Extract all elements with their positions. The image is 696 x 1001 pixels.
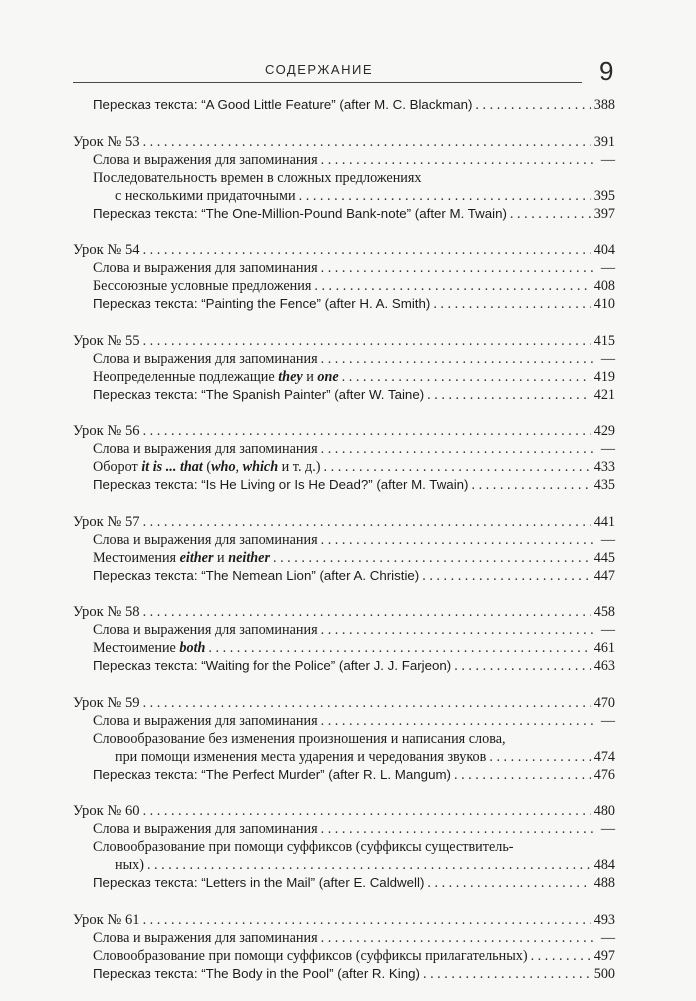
dot-leader: [273, 549, 591, 567]
toc-lesson-55: [73, 332, 615, 404]
page-number: 9: [599, 56, 614, 86]
toc-entry-page: —: [600, 622, 615, 638]
toc-entry-page: 474: [593, 748, 615, 765]
emphasis-term: both: [179, 640, 206, 656]
title-text: Местоимение: [93, 640, 180, 656]
dot-leader: [342, 368, 591, 386]
toc-entry-page: —: [600, 151, 615, 168]
toc-lesson-heading[interactable]: [73, 603, 615, 621]
toc-entry-page: 463: [593, 658, 615, 674]
toc-entry-page: 497: [593, 947, 615, 964]
toc-entry-page: —: [600, 260, 615, 276]
toc-entry-page: 447: [593, 567, 615, 584]
emphasis-term: one: [317, 368, 339, 385]
title-text: Неопределенные подлежащие: [93, 368, 279, 385]
toc-entry-title: Пересказ текста: “The Spanish Painter” (after W. Taine): [93, 386, 425, 402]
toc-entry[interactable]: [73, 856, 615, 874]
dot-leader: [433, 295, 590, 313]
dot-leader: [143, 133, 591, 151]
dot-leader: [324, 458, 591, 476]
toc-entry[interactable]: [73, 639, 615, 657]
dot-leader: [321, 712, 598, 730]
toc-entry-page: 421: [593, 386, 615, 403]
toc-entry[interactable]: [73, 874, 615, 892]
toc-entry-title: Слова и выражения для запоминания: [93, 260, 318, 276]
toc-lesson-60: [73, 802, 615, 892]
dot-leader: [314, 277, 590, 295]
toc-entry[interactable]: [73, 531, 615, 549]
toc-entry-page: 433: [593, 459, 615, 475]
dot-leader: [321, 259, 598, 277]
toc-entry[interactable]: [73, 458, 615, 476]
toc-entry-title: Пересказ текста: “The One-Million-Pound Bank-note” (after M. Twain): [93, 205, 507, 221]
toc-entry-page: 408: [593, 278, 615, 294]
title-text: ,: [235, 459, 243, 475]
toc-lesson-heading[interactable]: [73, 802, 615, 820]
emphasis-term: it is ... that: [141, 459, 203, 475]
toc-entry-title: Пересказ текста: “Is He Living or Is He Dead?” (after M. Twain): [93, 477, 469, 492]
toc-entry[interactable]: [73, 929, 615, 947]
title-text: и: [302, 368, 318, 385]
dot-leader: [143, 603, 591, 621]
toc-entry-title: Пересказ текста: “The Perfect Murder” (after R. L. Mangum): [93, 766, 451, 782]
toc-lesson-heading[interactable]: [73, 422, 615, 440]
toc-entry-title: Слова и выражения для запоминания: [93, 441, 318, 457]
toc-entry-page: 415: [593, 332, 615, 349]
emphasis-term: neither: [228, 549, 270, 566]
toc-entry[interactable]: [73, 187, 615, 205]
dot-leader: [321, 621, 598, 639]
title-text: Местоимения: [93, 549, 180, 566]
toc-entry-page: 388: [593, 97, 615, 113]
toc-lesson-heading[interactable]: [73, 241, 615, 259]
toc-entry-page: 480: [593, 803, 615, 819]
toc-entry-title: Пересказ текста: “Waiting for the Police” (after J. J. Farjeon): [93, 658, 452, 673]
toc-entry-page: 484: [593, 857, 615, 873]
toc-entry-title-line1[interactable]: Словообразование без изменения произношения и написания слова,: [93, 730, 506, 747]
toc-entry[interactable]: [73, 748, 615, 766]
dot-leader: [143, 802, 591, 820]
toc-entry[interactable]: [73, 151, 615, 169]
toc-lesson-heading[interactable]: [73, 133, 615, 151]
toc-entry-page: 470: [593, 694, 615, 711]
title-text: и: [213, 549, 229, 566]
dot-leader: [454, 766, 591, 784]
dot-leader: [143, 241, 591, 259]
toc-entry-title: Слова и выражения для запоминания: [93, 151, 318, 168]
toc-entry[interactable]: [73, 205, 615, 223]
toc-entry-title-line2: ных): [115, 857, 144, 873]
dot-leader: [427, 874, 590, 892]
emphasis-term: which: [242, 459, 279, 475]
dot-leader: [531, 947, 591, 965]
toc-entry-page: —: [600, 531, 615, 548]
toc-entry-title: Слова и выражения для запоминания: [93, 712, 318, 729]
toc-entry-page: 441: [593, 513, 615, 530]
toc-entry[interactable]: [73, 386, 615, 404]
toc-entry-page: 458: [593, 604, 615, 620]
toc-entry[interactable]: [73, 259, 615, 277]
toc-entry-page: 461: [593, 640, 615, 656]
toc-entry-title: Слова и выражения для запоминания: [93, 929, 318, 946]
toc-entry-page: 500: [593, 965, 615, 982]
toc-lesson-title: Урок № 60: [73, 803, 140, 819]
toc-entry-page: —: [600, 929, 615, 946]
toc-entry-page: —: [600, 441, 615, 457]
dot-leader: [143, 911, 591, 929]
toc-entry[interactable]: [73, 549, 615, 567]
toc-lesson-title: Урок № 58: [73, 604, 140, 620]
toc-entry[interactable]: [73, 820, 615, 838]
toc-entry[interactable]: [73, 947, 615, 965]
toc-entry[interactable]: [73, 621, 615, 639]
toc-entry-title: Слова и выражения для запоминания: [93, 531, 318, 548]
toc-entry-page: 493: [593, 911, 615, 928]
dot-leader: [489, 748, 590, 766]
toc-lesson-54: [73, 241, 615, 313]
dot-leader: [475, 96, 590, 114]
toc-entry-title: Пересказ текста: “Painting the Fence” (after H. A. Smith): [93, 296, 431, 311]
toc-entry-title: Пересказ текста: “The Body in the Pool” (after R. King): [93, 965, 420, 981]
title-text: (: [202, 459, 212, 475]
toc-entry-title-line1[interactable]: Последовательность времен в сложных предложениях: [93, 169, 422, 186]
toc-top-entry-group: [73, 96, 615, 114]
dot-leader: [423, 965, 591, 983]
toc-entry[interactable]: [73, 567, 615, 585]
toc-lesson-heading[interactable]: [73, 911, 615, 929]
toc-entry-page: 391: [593, 133, 615, 150]
dot-leader: [321, 151, 598, 169]
table-of-contents: [73, 96, 615, 1001]
toc-lesson-title: Урок № 61: [73, 911, 140, 928]
toc-entry-title-line2: при помощи изменения места ударения и чередования звуков: [115, 748, 487, 765]
dot-leader: [471, 476, 590, 494]
dot-leader: [143, 422, 591, 440]
toc-entry-page: 435: [593, 477, 615, 493]
toc-entry-title: [93, 458, 321, 476]
toc-lesson-title: Урок № 57: [73, 513, 140, 530]
emphasis-term: they: [278, 368, 303, 385]
toc-lesson-title: Урок № 59: [73, 694, 140, 711]
toc-entry[interactable]: [73, 368, 615, 386]
toc-entry-title: Пересказ текста: “A Good Little Feature” (after M. C. Blackman): [93, 97, 473, 112]
toc-entry-title-line2: с несколькими придаточными: [115, 187, 296, 204]
toc-entry-page: 395: [593, 187, 615, 204]
dot-leader: [510, 205, 591, 223]
toc-entry-title: Слова и выражения для запоминания: [93, 821, 318, 837]
title-text: Оборот: [93, 459, 142, 475]
toc-lesson-56: [73, 422, 615, 494]
toc-entry-page: 419: [593, 368, 615, 385]
dot-leader: [454, 657, 590, 675]
header-rule: [73, 82, 582, 83]
dot-leader: [143, 332, 591, 350]
toc-entry[interactable]: [73, 350, 615, 368]
toc-entry-title: Пересказ текста: “The Nemean Lion” (after A. Christie): [93, 567, 420, 583]
toc-entry-title: Слова и выражения для запоминания: [93, 622, 318, 638]
toc-entry-title: Словообразование при помощи суффиксов (суффиксы прилагательных): [93, 947, 528, 964]
toc-entry-title-line1[interactable]: Словообразование при помощи суффиксов (суффиксы существитель-: [93, 839, 514, 855]
title-text: и т. д.): [278, 459, 321, 475]
dot-leader: [299, 187, 591, 205]
toc-entry-title: Пересказ текста: “Letters in the Mail” (after E. Caldwell): [93, 875, 425, 890]
toc-entry-title: Слова и выражения для запоминания: [93, 350, 318, 367]
dot-leader: [321, 350, 598, 368]
toc-entry-page: —: [600, 712, 615, 729]
dot-leader: [427, 386, 591, 404]
toc-entry-page: 488: [593, 875, 615, 891]
dot-leader: [208, 639, 590, 657]
toc-lesson-61: [73, 911, 615, 983]
dot-leader: [321, 929, 598, 947]
toc-lesson-59: [73, 694, 615, 784]
dot-leader: [321, 440, 598, 458]
toc-entry[interactable]: [73, 657, 615, 675]
toc-entry-page: 429: [593, 423, 615, 439]
toc-lesson-heading[interactable]: [73, 694, 615, 712]
toc-entry-title: [93, 639, 205, 657]
dot-leader: [321, 531, 598, 549]
toc-lesson-heading[interactable]: [73, 513, 615, 531]
toc-lesson-title: Урок № 54: [73, 242, 140, 258]
toc-entry[interactable]: [73, 440, 615, 458]
toc-lesson-title: Урок № 55: [73, 332, 140, 349]
toc-entry[interactable]: [73, 476, 615, 494]
dot-leader: [321, 820, 598, 838]
toc-entry-title: Бессоюзные условные предложения: [93, 278, 312, 294]
toc-lesson-58: [73, 603, 615, 675]
toc-lesson-57: [73, 513, 615, 585]
toc-lesson-heading[interactable]: [73, 332, 615, 350]
toc-entry-page: 476: [593, 766, 615, 783]
toc-entry[interactable]: [73, 965, 615, 983]
toc-entry[interactable]: [73, 295, 615, 313]
toc-entry[interactable]: [73, 712, 615, 730]
toc-entry-page: 404: [593, 242, 615, 258]
toc-entry[interactable]: [73, 766, 615, 784]
toc-entry-page: —: [600, 350, 615, 367]
toc-entry-page: 397: [593, 205, 615, 222]
dot-leader: [147, 856, 591, 874]
emphasis-term: who: [211, 459, 236, 475]
emphasis-term: either: [179, 549, 214, 566]
dot-leader: [143, 694, 591, 712]
toc-entry-page: 410: [593, 296, 615, 312]
toc-lesson-title: Урок № 53: [73, 133, 140, 150]
running-head: СОДЕРЖАНИЕ: [264, 62, 373, 77]
toc-entry-page: —: [600, 821, 615, 837]
toc-entry[interactable]: [73, 277, 615, 295]
toc-entry[interactable]: [73, 96, 615, 114]
toc-entry-page: 445: [593, 549, 615, 566]
dot-leader: [422, 567, 591, 585]
dot-leader: [143, 513, 591, 531]
toc-lesson-title: Урок № 56: [73, 423, 140, 439]
toc-entry-title: [93, 368, 339, 386]
toc-lesson-53: [73, 133, 615, 223]
toc-entry-title: [93, 549, 270, 567]
